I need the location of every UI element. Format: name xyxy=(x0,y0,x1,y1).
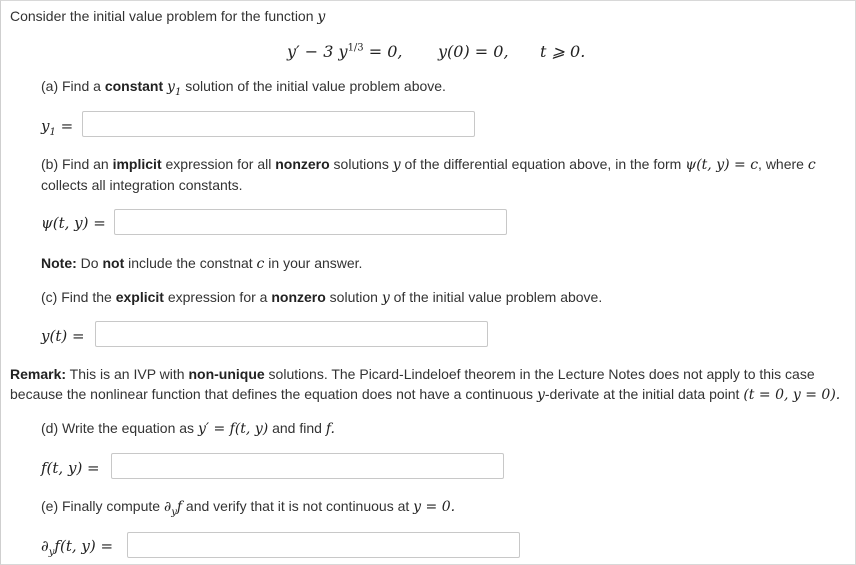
part-c-bold-explicit: explicit xyxy=(115,289,164,305)
remark-yvar: y xyxy=(536,387,545,403)
time-domain: t ⩾ 0. xyxy=(540,42,586,61)
intro-variable: y xyxy=(317,9,326,25)
part-a-label-letter: y xyxy=(41,117,50,135)
part-c-question xyxy=(41,289,602,306)
part-b-prefix: (b) Find an xyxy=(41,156,113,172)
part-e-answer-label xyxy=(41,537,113,558)
part-c-answer-label: y(t) = xyxy=(41,327,85,345)
part-b-question-line2: collects all integration constants. xyxy=(41,177,243,193)
part-a-answer-label xyxy=(41,117,73,138)
ode-equation xyxy=(287,42,403,61)
part-c-mid1: expression for a xyxy=(163,289,272,305)
part-b-answer-input[interactable] xyxy=(114,209,507,235)
part-e-suffix: and verify that it is not continuous at xyxy=(182,498,414,514)
part-e-label-op: ∂ xyxy=(41,537,49,555)
remark-line1 xyxy=(10,366,815,382)
part-b-form: ψ(t, y) = c xyxy=(685,157,759,173)
part-d-answer-label: f(t, y) = xyxy=(41,459,100,477)
part-e-f: f xyxy=(176,499,183,515)
initial-condition: y(0) = 0, xyxy=(438,42,509,61)
part-b-question-line1 xyxy=(41,156,816,173)
part-b-c: c xyxy=(807,157,816,173)
remark-t1: This is an IVP with xyxy=(66,366,189,382)
part-d-mid: and find xyxy=(268,420,326,436)
part-a-suffix: solution of the initial value problem above. xyxy=(181,78,446,94)
note-t2: include the constnat xyxy=(124,255,257,271)
part-a-label-sub: 1 xyxy=(49,127,56,138)
part-b-answer-label: ψ(t, y) = xyxy=(41,214,106,232)
part-b-mid1: expression for all xyxy=(161,156,276,172)
part-c-mid2: solution xyxy=(325,289,382,305)
part-a-bold: constant xyxy=(104,78,164,94)
part-e-op: ∂ xyxy=(163,499,172,515)
part-c-answer-input[interactable] xyxy=(95,321,488,347)
part-e-operator xyxy=(163,499,183,518)
part-a-label-eq: = xyxy=(55,117,74,135)
ode-left: y′ − 3 y xyxy=(287,42,348,61)
remark-bold-nonunique: non-unique xyxy=(188,366,265,382)
part-b-mid4: , where xyxy=(758,156,808,172)
part-e-label-sub: y xyxy=(48,547,55,558)
part-a-var xyxy=(167,79,182,98)
part-a-var-letter: y xyxy=(167,79,175,95)
remark-line2b: -derivate at the initial data point xyxy=(544,386,744,402)
remark-line2 xyxy=(10,386,840,403)
part-e-answer-input[interactable] xyxy=(127,532,520,558)
intro-label: Consider the initial value problem for the function xyxy=(10,8,314,24)
part-e-question xyxy=(41,498,455,518)
part-d-question xyxy=(41,420,335,437)
remark-line2a: because the nonlinear function that defines the equation does not have a continuous xyxy=(10,386,537,402)
part-a-var-sub: 1 xyxy=(174,86,182,98)
part-d-prefix: (d) Write the equation as xyxy=(41,420,198,436)
part-d-answer-input[interactable] xyxy=(111,453,504,479)
ode-right: = 0, xyxy=(363,42,403,61)
part-a-prefix: (a) Find a xyxy=(41,78,105,94)
remark-t2: solutions. The Picard-Lindeloef theorem in the Lecture Notes does not apply to this case xyxy=(264,366,815,382)
part-e-label-rest: f(t, y) = xyxy=(54,537,114,555)
part-c-suffix: of the initial value problem above. xyxy=(389,289,603,305)
part-b-bold-implicit: implicit xyxy=(112,156,162,172)
part-e-prefix: (e) Finally compute xyxy=(41,498,164,514)
part-b-mid2: solutions xyxy=(329,156,393,172)
remark-point: (t = 0, y = 0). xyxy=(743,387,841,403)
part-d-eqn: y′ = f(t, y) xyxy=(197,421,269,437)
note-text xyxy=(41,255,362,272)
note-bold: Note: xyxy=(41,255,77,271)
part-b-mid3: of the differential equation above, in the form xyxy=(400,156,686,172)
note-t3: in your answer. xyxy=(264,255,363,271)
part-b-var: y xyxy=(392,157,401,173)
part-c-prefix: (c) Find the xyxy=(41,289,116,305)
part-e-at: y = 0. xyxy=(413,499,456,515)
part-e-op-sub: y xyxy=(171,506,177,518)
part-a-question xyxy=(41,78,446,98)
part-c-bold-nonzero: nonzero xyxy=(271,289,326,305)
part-b-bold-nonzero: nonzero xyxy=(275,156,330,172)
part-d-f: f. xyxy=(325,421,335,437)
remark-bold: Remark: xyxy=(10,366,67,382)
note-t1: Do xyxy=(76,255,103,271)
part-c-var: y xyxy=(381,290,390,306)
ode-exponent: 1/3 xyxy=(347,42,364,54)
note-bold-not: not xyxy=(102,255,125,271)
note-c: c xyxy=(256,256,265,272)
part-a-answer-input[interactable] xyxy=(82,111,475,137)
intro-text xyxy=(10,8,325,25)
